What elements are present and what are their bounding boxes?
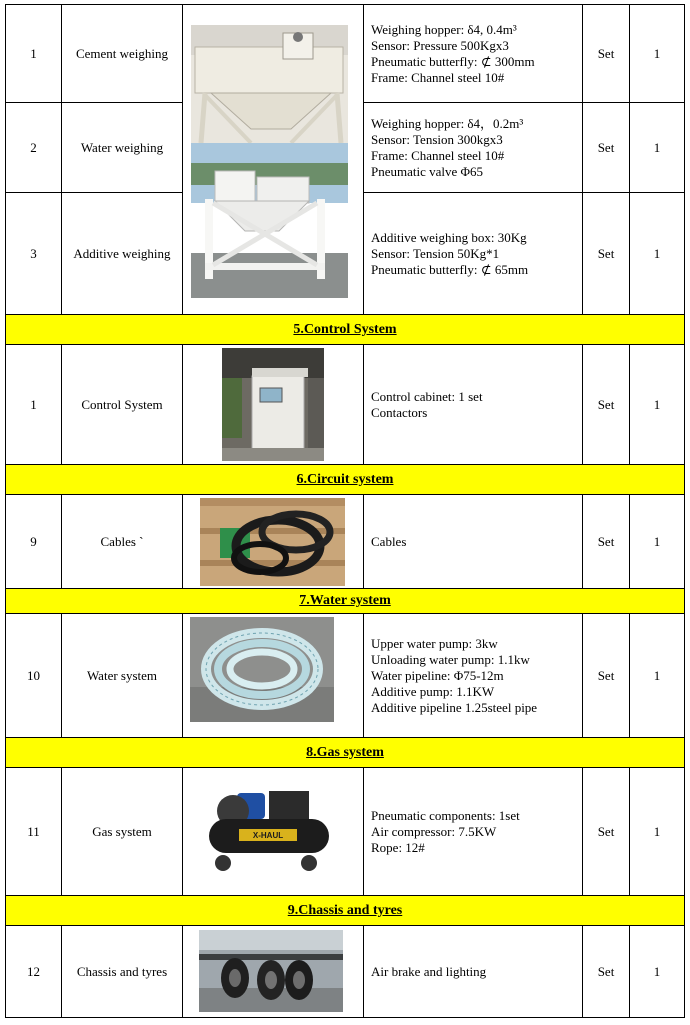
item-name: Chassis and tyres xyxy=(62,926,183,1018)
section-title: 6.Circuit system xyxy=(6,465,685,495)
item-name: Cables ` xyxy=(62,495,183,589)
additive-box-photo xyxy=(191,143,348,298)
chassis-photo-cell xyxy=(183,926,364,1018)
compressor-brand-label: X-HAUL xyxy=(252,831,284,840)
section-header xyxy=(6,589,685,614)
row-number: 3 xyxy=(6,193,62,315)
item-specs: Control cabinet: 1 set Contactors xyxy=(364,345,583,465)
section-header xyxy=(6,315,685,345)
row-number: 11 xyxy=(6,768,62,896)
water-photo-cell xyxy=(183,614,364,738)
table-row xyxy=(6,345,685,465)
item-specs: Air brake and lighting xyxy=(364,926,583,1018)
row-number: 10 xyxy=(6,614,62,738)
unit: Set xyxy=(583,495,630,589)
item-specs: Upper water pump: 3kw Unloading water pump: 1.1kw Water pipeline: Φ75-12m Additive pump: 1.1KW Additive pipeline 1.25steel pipe xyxy=(364,614,583,738)
equipment-spec-sheet xyxy=(5,4,684,1018)
unit: Set xyxy=(583,103,630,193)
quantity: 1 xyxy=(630,5,685,103)
item-name: Water system xyxy=(62,614,183,738)
section-title: 8.Gas system xyxy=(6,738,685,768)
unit: Set xyxy=(583,193,630,315)
air-compressor-photo xyxy=(199,781,339,880)
unit: Set xyxy=(583,926,630,1018)
control-photo-cell xyxy=(183,345,364,465)
section-header xyxy=(6,896,685,926)
quantity: 1 xyxy=(630,193,685,315)
section-header xyxy=(6,738,685,768)
gas-photo-cell xyxy=(183,768,364,896)
table-row xyxy=(6,926,685,1018)
section-title: 9.Chassis and tyres xyxy=(6,896,685,926)
unit: Set xyxy=(583,614,630,738)
section-title: 7.Water system xyxy=(6,589,685,614)
circuit-photo-cell xyxy=(183,495,364,589)
item-name: Cement weighing xyxy=(62,5,183,103)
item-name: Water weighing xyxy=(62,103,183,193)
item-specs: Weighing hopper: δ4, 0.4m³ Sensor: Pressure 500Kgx3 Pneumatic butterfly: ⊄ 300mm Frame: Channel steel 10# xyxy=(364,5,583,103)
table-row xyxy=(6,614,685,738)
unit: Set xyxy=(583,345,630,465)
unit: Set xyxy=(583,5,630,103)
quantity: 1 xyxy=(630,103,685,193)
water-hose-photo xyxy=(190,617,334,722)
control-cabinet-photo xyxy=(222,348,324,461)
item-name: Additive weighing xyxy=(62,193,183,315)
chassis-tyres-photo xyxy=(199,930,343,1012)
section-title: 5.Control System xyxy=(6,315,685,345)
cement-hopper-photo xyxy=(191,25,348,143)
quantity: 1 xyxy=(630,345,685,465)
table-row xyxy=(6,5,685,103)
row-number: 2 xyxy=(6,103,62,193)
quantity: 1 xyxy=(630,614,685,738)
row-number: 9 xyxy=(6,495,62,589)
item-specs: Weighing hopper: δ4，0.2m³ Sensor: Tension 300kgx3 Frame: Channel steel 10# Pneumatic valve Φ65 xyxy=(364,103,583,193)
section-header xyxy=(6,465,685,495)
quantity: 1 xyxy=(630,926,685,1018)
row-number: 12 xyxy=(6,926,62,1018)
item-specs: Cables xyxy=(364,495,583,589)
equipment-table xyxy=(5,4,685,1018)
unit: Set xyxy=(583,768,630,896)
item-name: Control System xyxy=(62,345,183,465)
quantity: 1 xyxy=(630,495,685,589)
table-row xyxy=(6,768,685,896)
row-number: 1 xyxy=(6,345,62,465)
item-name: Gas system xyxy=(62,768,183,896)
cables-photo xyxy=(200,498,345,586)
item-specs: Additive weighing box: 30Kg Sensor: Tension 50Kg*1 Pneumatic butterfly: ⊄ 65mm xyxy=(364,193,583,315)
weighing-photo-cell xyxy=(183,5,364,315)
table-row xyxy=(6,495,685,589)
quantity: 1 xyxy=(630,768,685,896)
item-specs: Pneumatic components: 1set Air compressor: 7.5KW Rope: 12# xyxy=(364,768,583,896)
row-number: 1 xyxy=(6,5,62,103)
